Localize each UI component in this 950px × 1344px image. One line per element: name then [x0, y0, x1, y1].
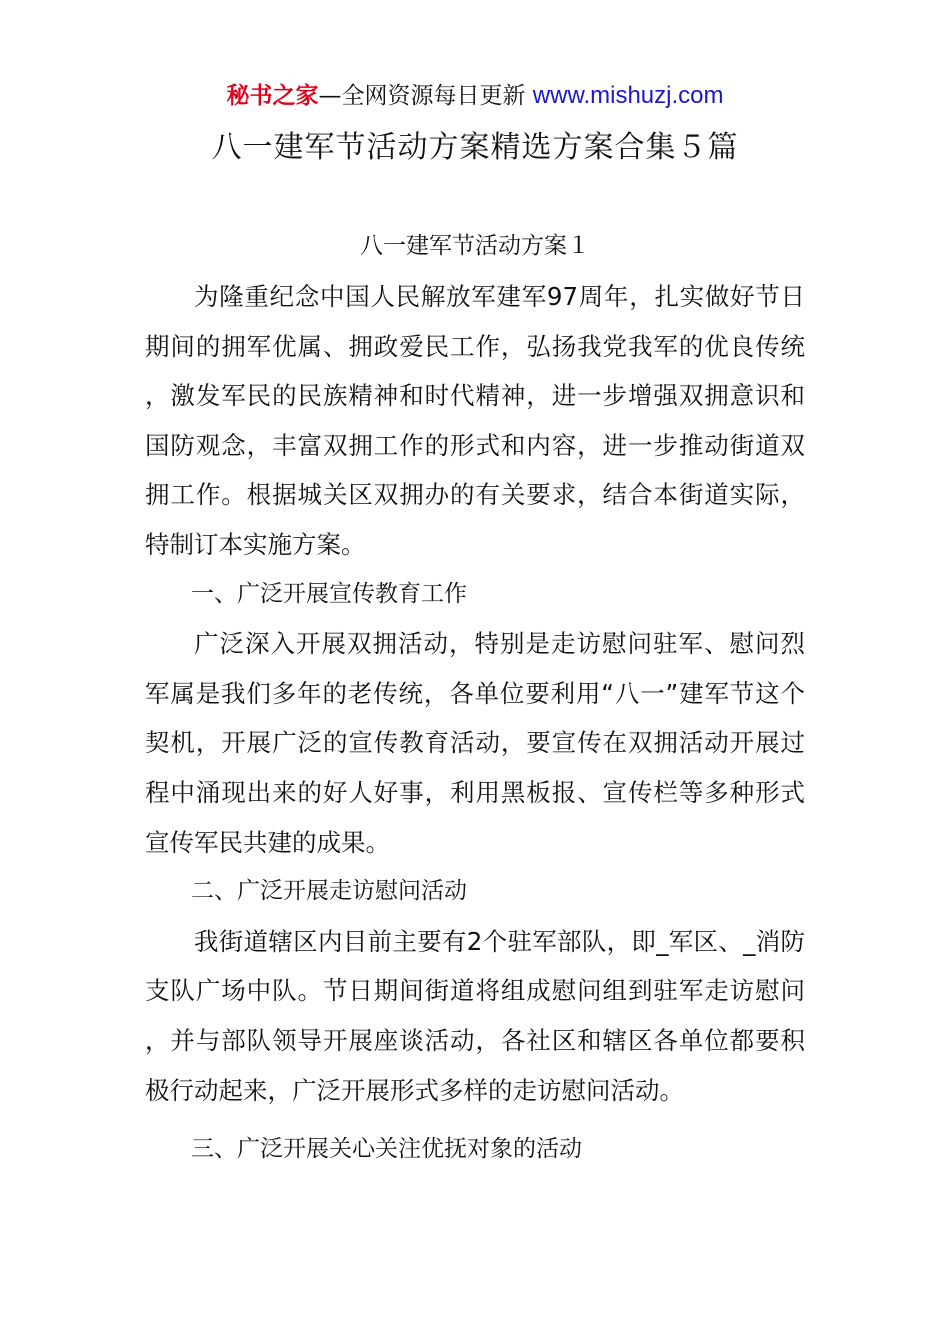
- section-heading-3: 三、广泛开展关心关注优抚对象的活动: [191, 1136, 582, 1163]
- document-title: 八一建军节活动方案精选方案合集５篇: [211, 130, 739, 165]
- document-body: [145, 272, 805, 1175]
- section-heading-1: 一、广泛开展宣传教育工作: [191, 580, 467, 607]
- header-tagline: —全网资源每日更新: [318, 83, 533, 109]
- paragraph-publicity: 广泛深入开展双拥活动，特别是走访慰问驻军、慰问烈军属是我们多年的老传统，各单位要利用“八一”建军节这个契机，开展广泛的宣传教育活动，要宣传在双拥活动开展过程中涌现出来的好人好事，利用黑板报、宣传栏等多种形式宣传军民共建的成果。: [145, 629, 805, 857]
- section-heading-2: 二、广泛开展走访慰问活动: [191, 878, 467, 905]
- site-header: [0, 80, 950, 112]
- paragraph-intro: 为隆重纪念中国人民解放军建军97周年，扎实做好节日期间的拥军优属、拥政爱民工作，弘扬我党我军的优良传统，激发军民的民族精神和时代精神，进一步增强双拥意识和国防观念，丰富双拥工作的形式和内容，进一步推动街道双拥工作。根据城关区双拥办的有关要求，结合本街道实际，特制订本实施方案。: [145, 282, 805, 559]
- site-url-link[interactable]: www.mishuzj.com: [532, 82, 724, 109]
- section-subtitle: 八一建军节活动方案１: [360, 233, 590, 259]
- paragraph-visits: 我街道辖区内目前主要有2个驻军部队，即_军区、_消防支队广场中队。节日期间街道将组成慰问组到驻军走访慰问，并与部队领导开展座谈活动，各社区和辖区各单位都要积极行动起来，广泛开展形式多样的走访慰问活动。: [145, 926, 805, 1105]
- brand-name: 秘书之家: [226, 83, 319, 109]
